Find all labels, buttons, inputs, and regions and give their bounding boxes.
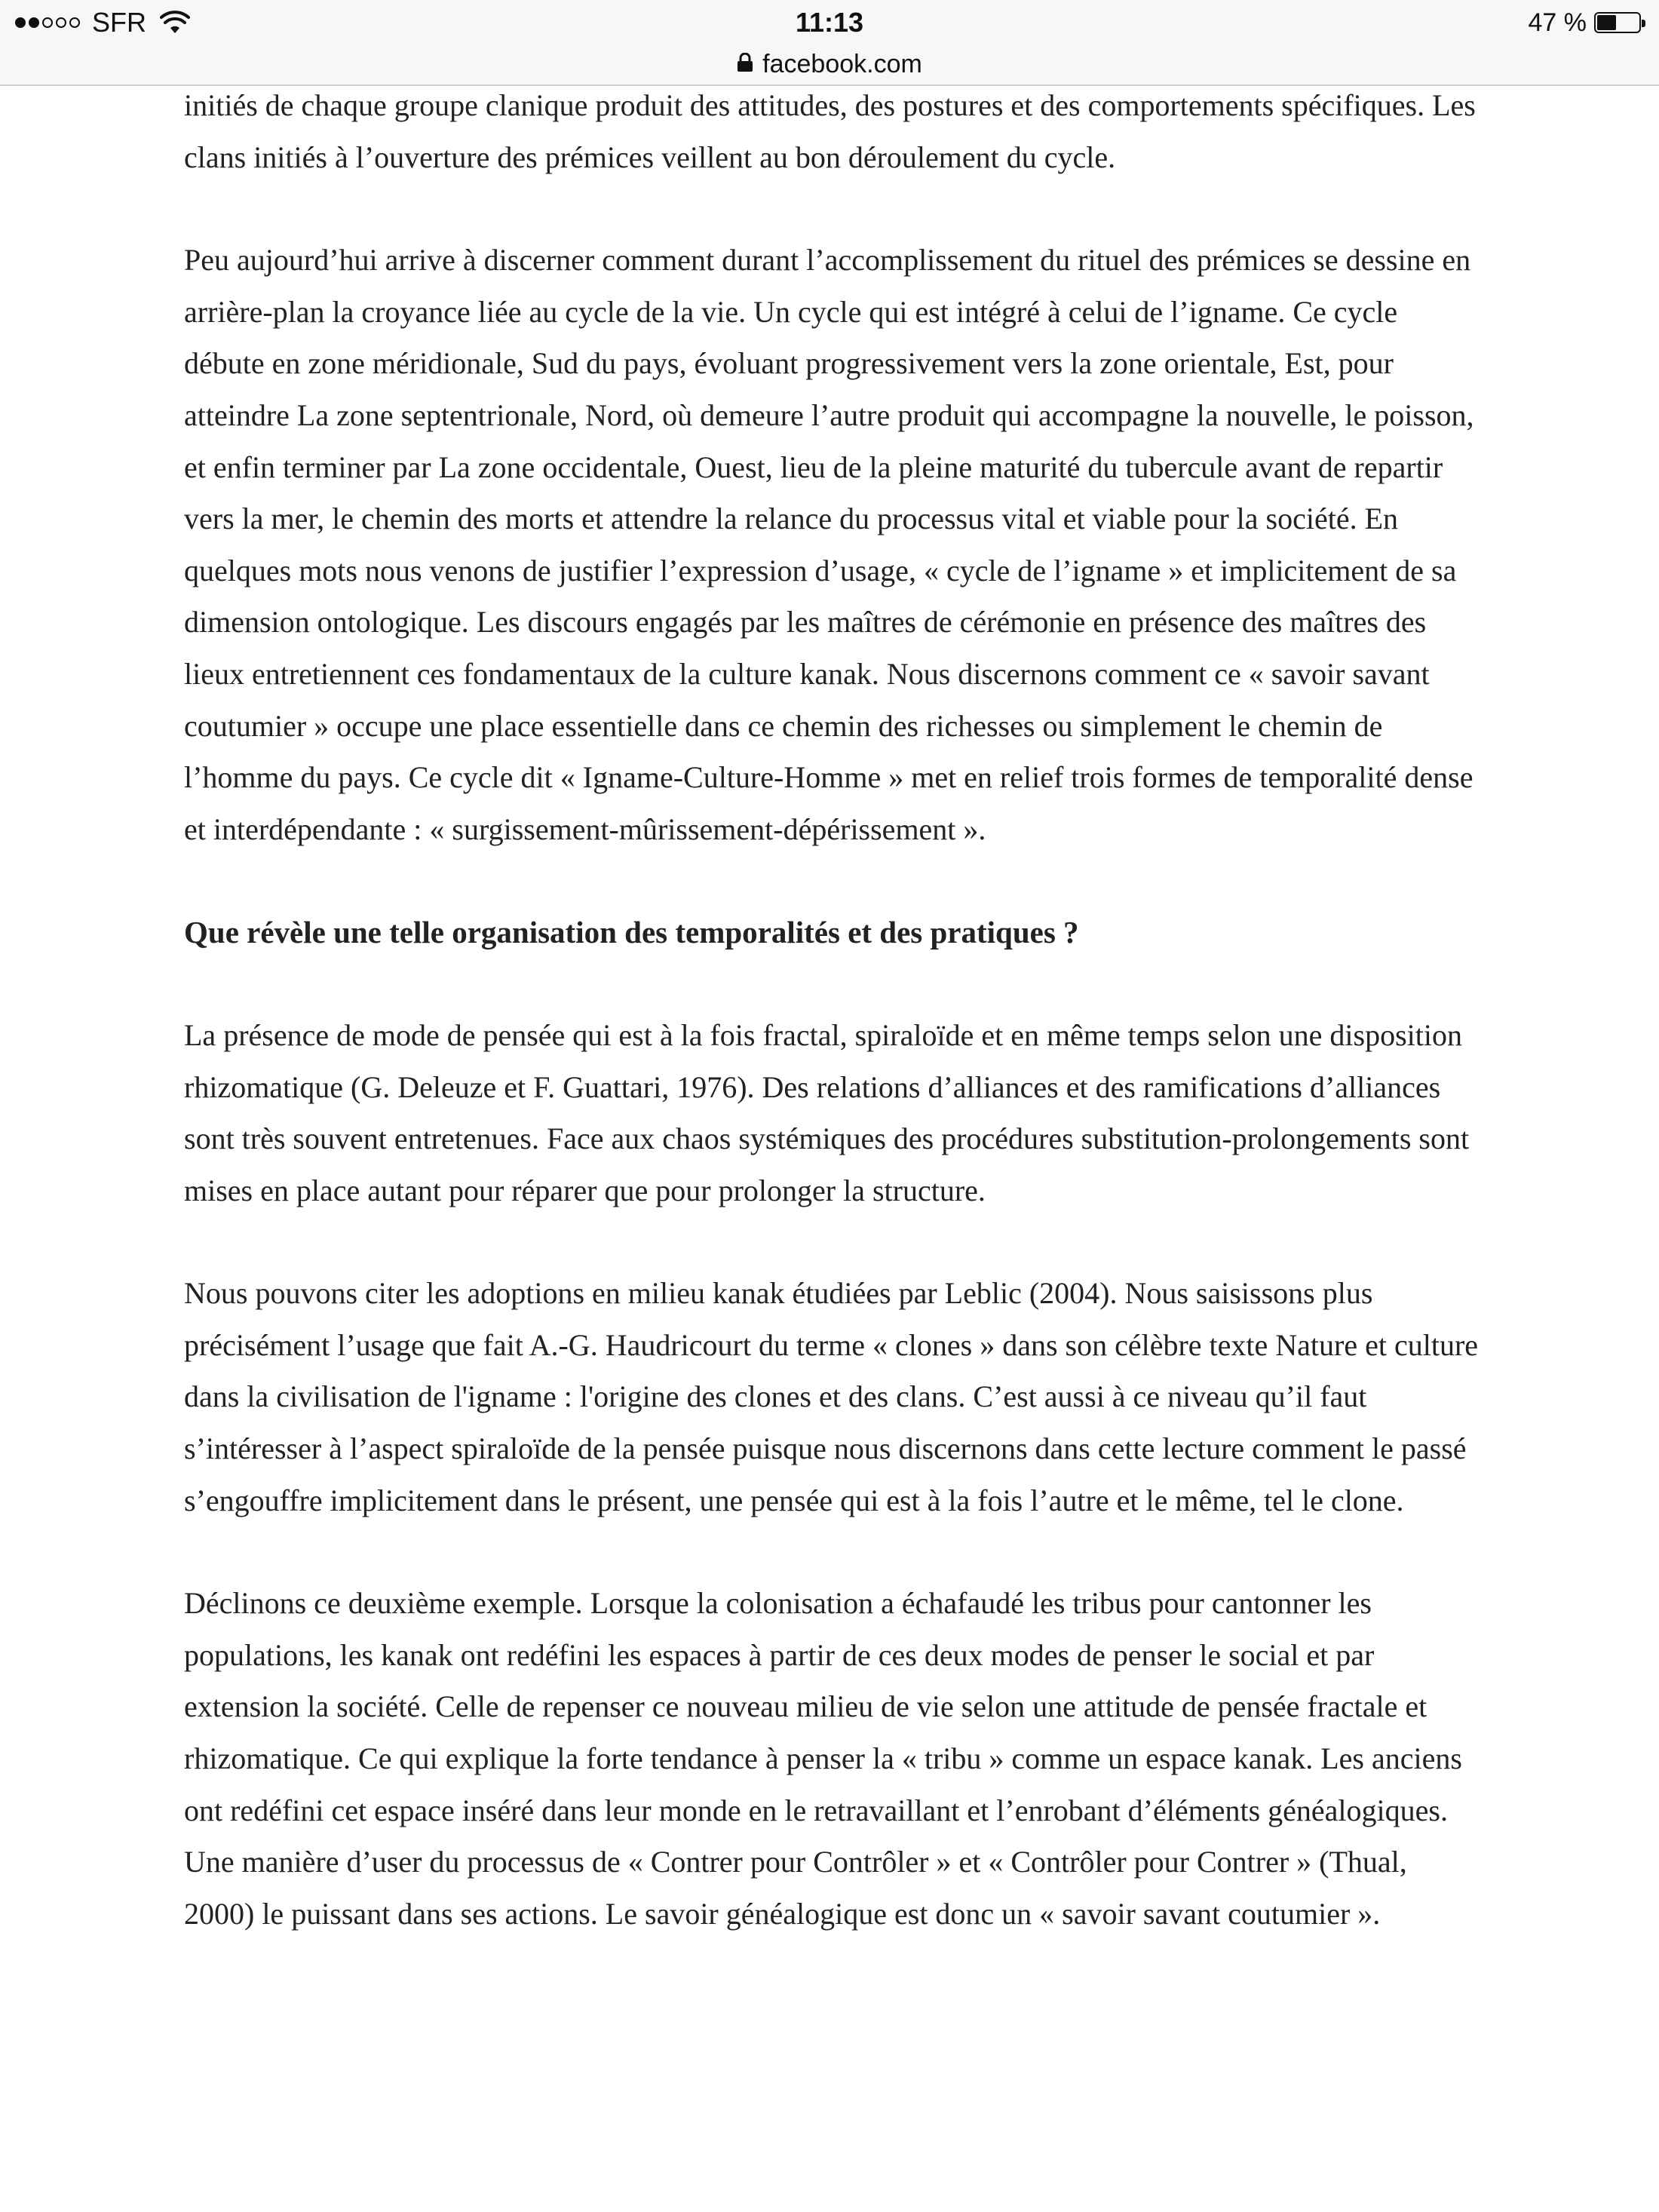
article-paragraph: initiés de chaque groupe clanique produit des attitudes, des postures et des comportements spécifiques. Les clans initiés à l’ouverture des prémices veillent au bon déroulement du cycle. <box>184 88 1476 174</box>
article-paragraph: Peu aujourd’hui arrive à discerner comment durant l’accomplissement du rituel des prémices se dessine en arrière-plan la croyance liée au cycle de la vie. Un cycle qui est intégré à celui de l’igname. Ce cycle débute en zone méridionale, Sud du pays, évoluant progressivement vers la zone orientale, Est, pour atteindre La zone septentrionale, Nord, où demeure l’autre produit qui accompagne la nouvelle, le poisson, et enfin terminer par La zone occidentale, Ouest, lieu de la pleine maturité du tubercule avant de repartir vers la mer, le chemin des morts et attendre la relance du processus vital et viable pour la société. En quelques mots nous venons de justifier l’expression d’usage, « cycle de l’igname » et implicitement de sa dimension ontologique. Les discours engagés par les maîtres de cérémonie en présence des maîtres des lieux entretiennent ces fondamentaux de la culture kanak. Nous discernons comment ce « savoir savant coutumier » occupe une place essentielle dans ce chemin des richesses ou simplement le chemin de l’homme du pays. Ce cycle dit « Igname-Culture-Homme » met en relief trois formes de temporalité dense et interdépendante : « surgissement-mûrissement-dépérissement ». <box>184 243 1474 846</box>
status-right <box>1529 6 1642 39</box>
status-time: 11:13 <box>795 7 864 38</box>
status-bar <box>0 0 1659 44</box>
article-paragraph: La présence de mode de pensée qui est à la fois fractal, spiraloïde et en même temps selon une disposition rhizomatique (G. Deleuze et F. Guattari, 1976). Des relations d’alliances et des ramifications d’alliances sont très souvent entretenues. Face aux chaos systémiques des procédures substitution-prolongements sont mises en place autant pour réparer que pour prolonger la structure. <box>184 1017 1470 1207</box>
article-subheading: Que révèle une telle organisation des temporalités et des pratiques ? <box>184 915 1079 950</box>
article-paragraph: Déclinons ce deuxième exemple. Lorsque la colonisation a échafaudé les tribus pour cantonner les populations, les kanak ont redéfini les espaces à partir de ces deux modes de penser le social et par extension la société. Celle de repenser ce nouveau milieu de vie selon une attitude de pensée fractale et rhizomatique. Ce qui explique la forte tendance à penser la « tribu » comme un espace kanak. Les anciens ont redéfini cet espace inséré dans leur monde en le retravaillant et l’enrobant d’éléments généalogiques. Une manière d’user du processus de « Contrer pour Contrôler » et « Contrôler pour Contrer » (Thual, 2000) le puissant dans ses actions. Le savoir généalogique est donc un « savoir savant coutumier ». <box>184 1586 1462 1931</box>
url-text[interactable]: facebook.com <box>762 49 922 78</box>
battery-icon <box>1594 12 1641 33</box>
article-paragraph: Nous pouvons citer les adoptions en milieu kanak étudiées par Leblic (2004). Nous saisissons plus précisément l’usage que fait A.-G. Haudricourt du terme « clones » dans son célèbre texte Nature et culture dans la civilisation de l'igname : l'origine des clones et des clans. C’est aussi à ce niveau qu’il faut s’intéresser à l’aspect spiraloïde de la pensée puisque nous discernons dans cette lecture comment le passé s’engouffre implicitement dans le présent, une pensée qui est à la fois l’autre et le même, tel le clone. <box>184 1276 1479 1517</box>
battery-percent: 47 % <box>1528 8 1587 37</box>
lock-icon <box>737 53 753 72</box>
carrier-name: SFR <box>92 7 146 38</box>
battery-fill <box>1597 15 1616 30</box>
article-body <box>184 80 1481 1991</box>
